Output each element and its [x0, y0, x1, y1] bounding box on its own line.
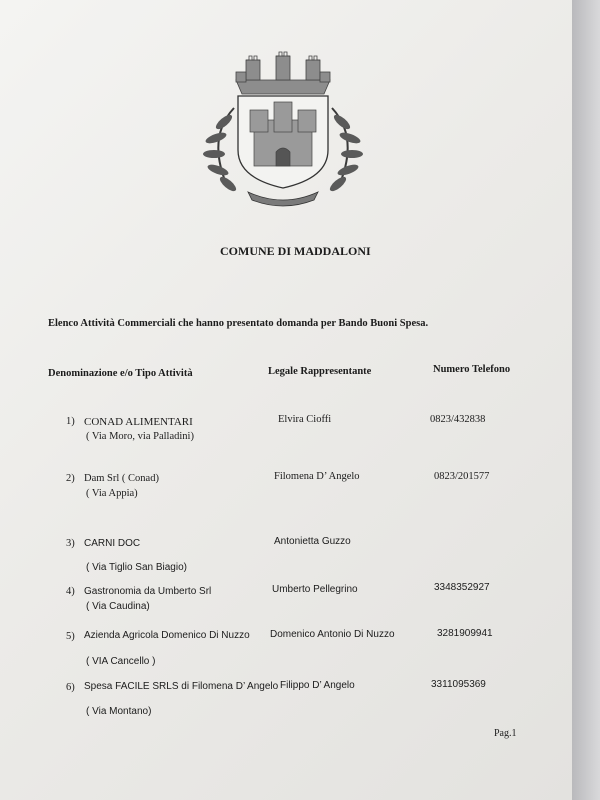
row-name: CARNI DOC [84, 538, 141, 549]
document-title: COMUNE DI MADDALONI [220, 244, 371, 258]
row-number: 3) [66, 538, 75, 549]
row-phone: 0823/432838 [430, 414, 486, 425]
row-number: 5) [66, 631, 75, 642]
row-phone: 3348352927 [434, 582, 490, 593]
row-rep: Domenico Antonio Di Nuzzo [270, 629, 395, 640]
row-rep: Filippo D’ Angelo [280, 680, 355, 691]
row-name: CONAD ALIMENTARI [84, 416, 193, 428]
row-name: Spesa FACILE SRLS di Filomena D’ Angelo [84, 681, 279, 692]
row-rep: Elvira Cioffi [278, 414, 332, 425]
intro-text: Elenco Attività Commerciali che hanno presentato domanda per Bando Buoni Spesa. [48, 318, 429, 329]
page-number: Pag.1 [494, 728, 517, 739]
column-header-name: Denominazione e/o Tipo Attività [48, 368, 193, 379]
row-number: 6) [66, 682, 75, 693]
row-rep: Antonietta Guzzo [274, 536, 351, 547]
row-address: ( Via Tiglio San Biagio) [86, 562, 187, 573]
row-name: Dam Srl ( Conad) [84, 473, 159, 484]
row-number: 1) [66, 416, 75, 427]
row-address: ( Via Appia) [86, 488, 138, 499]
row-rep: Filomena D’ Angelo [274, 471, 360, 482]
background-edge [572, 0, 600, 800]
column-header-rep: Legale Rappresentante [268, 366, 372, 377]
row-name: Gastronomia da Umberto Srl [84, 586, 212, 597]
row-address: ( VIA Cancello ) [86, 656, 156, 667]
row-phone: 3281909941 [437, 628, 493, 639]
row-number: 4) [66, 586, 75, 597]
row-rep: Umberto Pellegrino [272, 584, 358, 595]
row-address: ( Via Moro, via Palladini) [86, 431, 194, 442]
column-header-phone: Numero Telefono [433, 364, 511, 375]
row-phone: 0823/201577 [434, 471, 490, 482]
row-name: Azienda Agricola Domenico Di Nuzzo [84, 630, 250, 641]
row-address: ( Via Montano) [86, 706, 152, 717]
row-address: ( Via Caudina) [86, 601, 150, 612]
row-number: 2) [66, 473, 75, 484]
row-phone: 3311095369 [431, 679, 486, 690]
coat-of-arms-icon [188, 50, 378, 210]
